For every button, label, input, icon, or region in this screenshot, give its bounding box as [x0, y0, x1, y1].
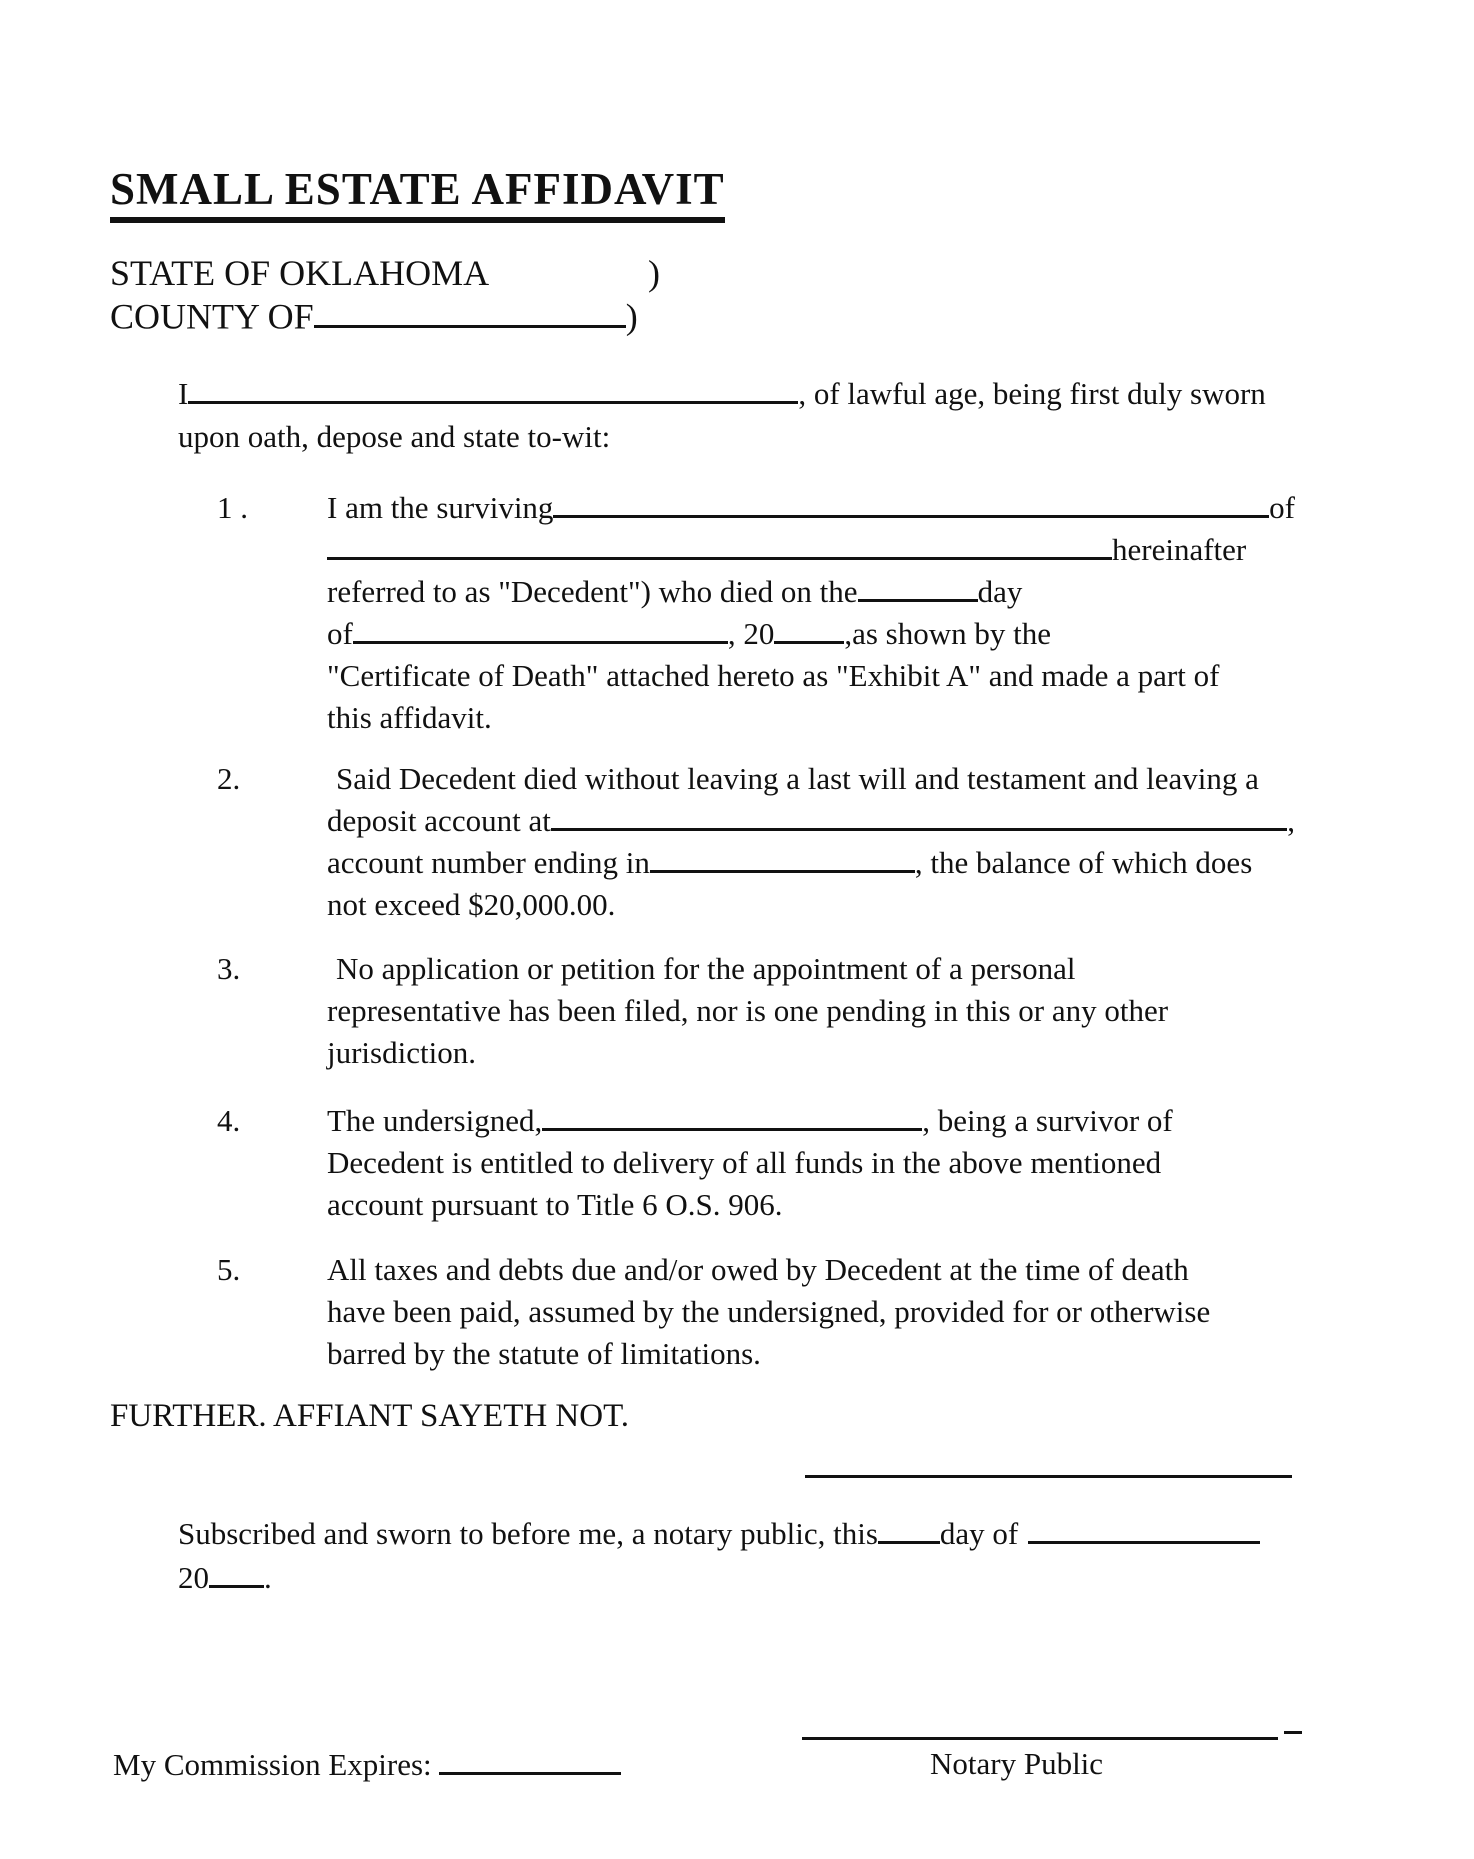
item-1-line-3: referred to as "Decedent") who died on the day: [327, 571, 1295, 613]
state-line: [110, 252, 660, 293]
death-year-blank: [774, 613, 844, 644]
item-1-line-4: of , 20 ,as shown by the: [327, 613, 1295, 655]
item-5-line-2: have been paid, assumed by the undersigned, provided for or otherwise: [327, 1294, 1211, 1329]
notary-public-label: Notary Public: [930, 1746, 1104, 1781]
item-1-line-1: I am the surviving of: [327, 487, 1295, 529]
item-4-number: 4.: [217, 1103, 241, 1138]
item-5-line-1: All taxes and debts due and/or owed by Decedent at the time of death: [327, 1252, 1189, 1287]
item-1-number: 1 .: [217, 490, 248, 525]
item-1: [217, 487, 1295, 739]
affiant-name-blank: [188, 373, 798, 404]
document-title: SMALL ESTATE AFFIDAVIT: [110, 163, 725, 223]
item-2-line-3: account number ending in , the balance of which does: [327, 842, 1295, 884]
county-paren: ): [625, 296, 638, 337]
notary-line-end-dash: [1284, 1731, 1302, 1734]
item-1-text: I am the surviving: [327, 490, 554, 525]
opening-post: , of lawful age, being first duly sworn: [798, 376, 1266, 411]
opening-line-2: upon oath, depose and state to-wit:: [178, 419, 611, 454]
death-day-blank: [858, 571, 978, 602]
item-5-number: 5.: [217, 1252, 241, 1287]
item-1-line-2: hereinafter: [327, 529, 1295, 571]
item-2-number: 2.: [217, 761, 241, 796]
venue-block: [110, 252, 660, 337]
item-3-line-1: No application or petition for the appointment of a personal: [336, 951, 1076, 986]
opening-line-1: [178, 372, 1266, 415]
item-5: [217, 1249, 1295, 1375]
state-label: STATE OF OKLAHOMA: [110, 253, 490, 293]
decedent-name-blank: [327, 529, 1112, 560]
notary-signature-line: [802, 1737, 1278, 1740]
item-4-line-1: The undersigned, , being a survivor of: [327, 1100, 1295, 1142]
item-5-line-3: barred by the statute of limitations.: [327, 1336, 761, 1371]
undersigned-name-blank: [542, 1100, 922, 1131]
item-3-number: 3.: [217, 951, 241, 986]
bank-name-blank: [551, 800, 1287, 831]
jurat-day-blank: [878, 1513, 940, 1544]
item-4: [217, 1100, 1295, 1226]
jurat-month-blank: [1028, 1513, 1260, 1544]
item-2: [217, 758, 1295, 926]
opening-pre: I: [178, 376, 189, 411]
item-4-line-2: Decedent is entitled to delivery of all funds in the above mentioned: [327, 1145, 1162, 1180]
commission-label: My Commission Expires:: [113, 1746, 432, 1782]
death-month-blank: [353, 613, 728, 644]
item-3-line-3: jurisdiction.: [327, 1035, 476, 1070]
jurat-year-blank: [209, 1557, 264, 1588]
item-2-line-1: Said Decedent died without leaving a last will and testament and leaving a: [336, 761, 1259, 796]
item-2-line-4: not exceed $20,000.00.: [327, 887, 616, 922]
item-1-line-5: "Certificate of Death" attached hereto as "Exhibit A" and made a part of: [327, 658, 1220, 693]
county-label: COUNTY OF: [110, 296, 314, 337]
county-line: [110, 293, 638, 337]
item-1-line-6: this affidavit.: [327, 700, 492, 735]
state-paren: ): [648, 253, 660, 293]
jurat-line-1: Subscribed and sworn to before me, a notary public, this day of: [178, 1512, 1260, 1556]
affiant-signature-line: [805, 1475, 1292, 1478]
notary-jurat: [178, 1512, 1260, 1600]
jurat-line-2: 20 .: [178, 1556, 1260, 1600]
commission-expiry-row: [113, 1744, 621, 1783]
further-statement: FURTHER. AFFIANT SAYETH NOT.: [110, 1398, 630, 1434]
opening-paragraph: [178, 372, 1266, 458]
item-4-line-3: account pursuant to Title 6 O.S. 906.: [327, 1187, 783, 1222]
county-name-blank: [314, 293, 626, 328]
surviving-relation-blank: [553, 487, 1269, 518]
commission-date-blank: [439, 1744, 621, 1775]
item-3-line-2: representative has been filed, nor is one pending in this or any other: [327, 993, 1169, 1028]
item-2-line-2: deposit account at ,: [327, 800, 1295, 842]
item-3: [217, 948, 1295, 1074]
account-number-blank: [650, 842, 915, 873]
